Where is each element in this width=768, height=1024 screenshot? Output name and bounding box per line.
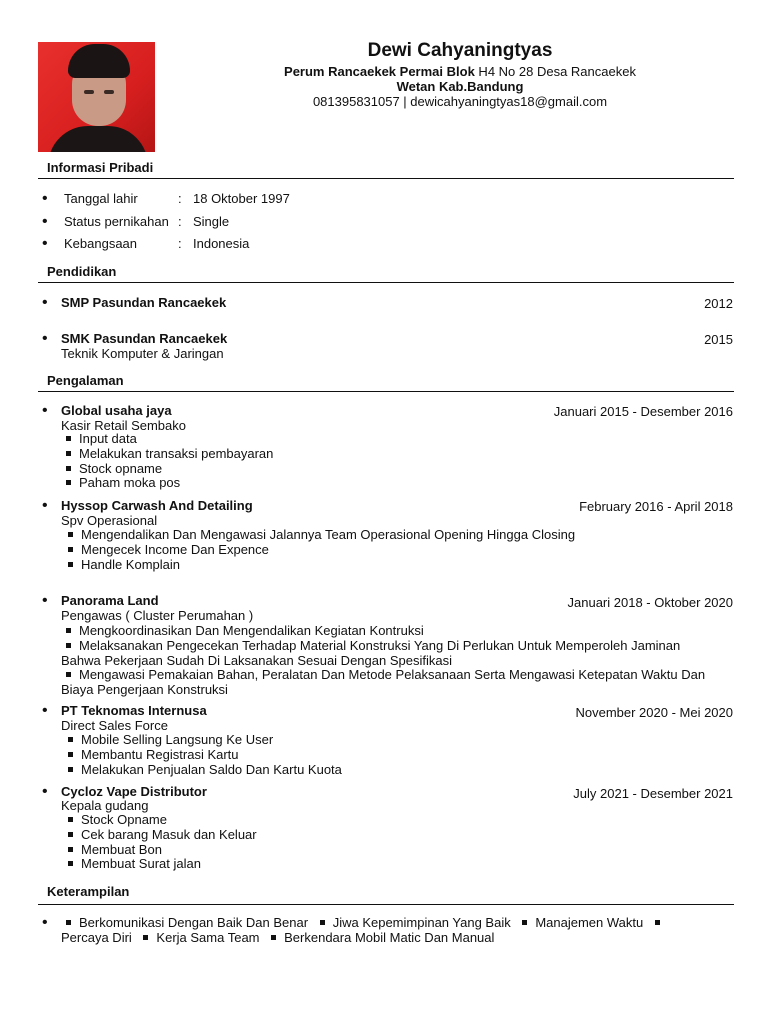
job-period: Januari 2018 - Oktober 2020 bbox=[567, 595, 733, 610]
section-title-experience: Pengalaman bbox=[47, 373, 124, 388]
list-item: Paham moka pos bbox=[66, 476, 273, 491]
bullet: • bbox=[42, 702, 48, 719]
bullet: • bbox=[42, 213, 48, 230]
bullet: • bbox=[42, 235, 48, 252]
list-item: Stock opname bbox=[66, 462, 273, 477]
personal-label: Tanggal lahir bbox=[64, 191, 138, 206]
list-item: Mengecek Income Dan Expence bbox=[68, 543, 575, 558]
skills-line-1 bbox=[66, 915, 668, 930]
address-line-2: Wetan Kab.Bandung bbox=[396, 79, 524, 94]
bullet: • bbox=[42, 497, 48, 514]
section-divider bbox=[38, 282, 734, 283]
contact-info: 081395831057 | dewicahyaningtyas18@gmail.com bbox=[312, 94, 608, 109]
list-item-continuation: Biaya Pengerjaan Konstruksi bbox=[61, 682, 228, 697]
bullet: • bbox=[42, 190, 48, 207]
list-item: Membuat Bon bbox=[68, 843, 257, 858]
job-period: July 2021 - Desember 2021 bbox=[573, 786, 733, 801]
skill-item: Manajemen Waktu bbox=[535, 915, 644, 930]
section-divider bbox=[38, 178, 734, 179]
bullet: • bbox=[42, 402, 48, 419]
personal-sep: : bbox=[178, 191, 182, 206]
personal-sep: : bbox=[178, 236, 182, 251]
full-name: Dewi Cahyaningtyas bbox=[367, 40, 553, 61]
school-major: Teknik Komputer & Jaringan bbox=[61, 346, 224, 361]
bullet: • bbox=[42, 783, 48, 800]
resume-header bbox=[230, 40, 690, 110]
personal-sep: : bbox=[178, 214, 182, 229]
bullet: • bbox=[42, 914, 48, 931]
company-name: Panorama Land bbox=[61, 593, 159, 608]
task-list bbox=[68, 733, 342, 777]
list-item: Melakukan Penjualan Saldo Dan Kartu Kuota bbox=[68, 763, 342, 778]
skill-item: Percaya Diri bbox=[61, 930, 132, 945]
section-title-personal: Informasi Pribadi bbox=[47, 160, 154, 175]
job-role: Kepala gudang bbox=[61, 798, 149, 813]
company-name: Global usaha jaya bbox=[61, 403, 172, 418]
bullet: • bbox=[42, 330, 48, 347]
list-item: Melaksanakan Pengecekan Terhadap Material Konstruksi Yang Di Perlukan Untuk Memperoleh Jaminan bbox=[66, 638, 680, 653]
company-name: Cycloz Vape Distributor bbox=[61, 784, 207, 799]
list-item: Melakukan transaksi pembayaran bbox=[66, 447, 273, 462]
personal-value: Single bbox=[193, 214, 230, 229]
skill-item: Jiwa Kepemimpinan Yang Baik bbox=[332, 915, 511, 930]
task-list bbox=[66, 432, 273, 491]
school-name: SMP Pasundan Rancaekek bbox=[61, 295, 227, 310]
personal-value: Indonesia bbox=[193, 236, 250, 251]
personal-label: Status pernikahan bbox=[64, 214, 169, 229]
task-list bbox=[68, 813, 257, 872]
list-item: Membantu Registrasi Kartu bbox=[68, 748, 342, 763]
list-item: Cek barang Masuk dan Keluar bbox=[68, 828, 257, 843]
skill-item: Kerja Sama Team bbox=[156, 930, 260, 945]
list-item: Mobile Selling Langsung Ke User bbox=[68, 733, 342, 748]
list-item: Membuat Surat jalan bbox=[68, 857, 257, 872]
list-item: Handle Komplain bbox=[68, 558, 575, 573]
list-item: Input data bbox=[66, 432, 273, 447]
list-item-continuation: Bahwa Pekerjaan Sudah Di Laksanakan Sesuai Dengan Spesifikasi bbox=[61, 653, 452, 668]
bullet: • bbox=[42, 592, 48, 609]
section-title-education: Pendidikan bbox=[47, 264, 117, 279]
address-line-1: Perum Rancaekek Permai Blok H4 No 28 Desa Rancaekek bbox=[284, 64, 636, 79]
list-item: Mengendalikan Dan Mengawasi Jalannya Team Operasional Opening Hingga Closing bbox=[68, 528, 575, 543]
list-item: Stock Opname bbox=[68, 813, 257, 828]
school-year: 2012 bbox=[704, 296, 733, 311]
section-divider bbox=[38, 904, 734, 905]
list-item: Mengkoordinasikan Dan Mengendalikan Kegiatan Kontruksi bbox=[66, 623, 424, 638]
company-name: PT Teknomas Internusa bbox=[61, 703, 207, 718]
task-list bbox=[68, 528, 575, 572]
skill-item: Berkendara Mobil Matic Dan Manual bbox=[284, 930, 495, 945]
job-role: Kasir Retail Sembako bbox=[61, 418, 186, 433]
school-year: 2015 bbox=[704, 332, 733, 347]
skill-item: Berkomunikasi Dengan Baik Dan Benar bbox=[79, 915, 309, 930]
job-period: February 2016 - April 2018 bbox=[579, 499, 733, 514]
section-title-skills: Keterampilan bbox=[47, 884, 130, 899]
personal-label: Kebangsaan bbox=[64, 236, 138, 251]
job-period: November 2020 - Mei 2020 bbox=[575, 705, 733, 720]
personal-value: 18 Oktober 1997 bbox=[193, 191, 290, 206]
company-name: Hyssop Carwash And Detailing bbox=[61, 498, 253, 513]
section-divider bbox=[38, 391, 734, 392]
job-role: Spv Operasional bbox=[61, 513, 158, 528]
bullet: • bbox=[42, 294, 48, 311]
school-name: SMK Pasundan Rancaekek bbox=[61, 331, 228, 346]
list-item: Mengawasi Pemakaian Bahan, Peralatan Dan Metode Pelaksanaan Serta Mengawasi Ketepatan Waktu Dan bbox=[66, 667, 705, 682]
job-role: Pengawas ( Cluster Perumahan ) bbox=[61, 608, 254, 623]
skills-line-2 bbox=[61, 930, 494, 945]
profile-photo bbox=[38, 42, 155, 152]
job-period: Januari 2015 - Desember 2016 bbox=[553, 404, 733, 419]
job-role: Direct Sales Force bbox=[61, 718, 168, 733]
